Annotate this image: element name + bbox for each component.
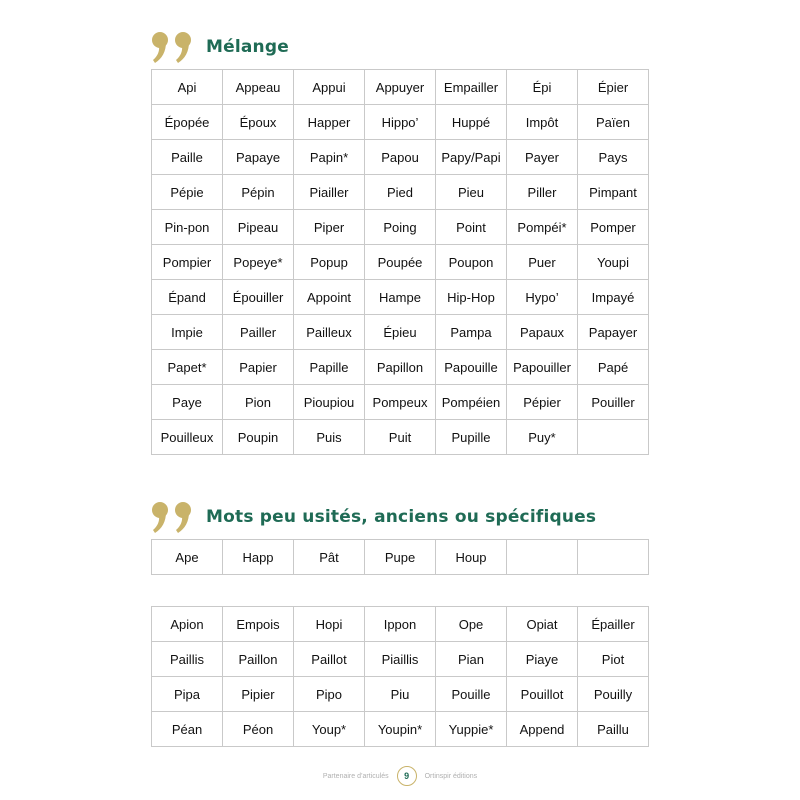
- table-cell: Papaux: [507, 315, 578, 350]
- table-row: [152, 540, 649, 575]
- table-cell: Happer: [294, 105, 365, 140]
- table-cell: Payer: [507, 140, 578, 175]
- table-cell: Youpi: [578, 245, 649, 280]
- section-title: Mélange: [206, 37, 289, 57]
- table-cell: Papou: [365, 140, 436, 175]
- table-cell: Épi: [507, 70, 578, 105]
- table-cell: Impayé: [578, 280, 649, 315]
- table-cell: Pât: [294, 540, 365, 575]
- quote-mark-icon: [150, 30, 198, 64]
- table-cell: Yuppie*: [436, 712, 507, 747]
- table-cell: Piot: [578, 642, 649, 677]
- table-cell: Pouilly: [578, 677, 649, 712]
- table-row: [152, 245, 649, 280]
- table-cell: [578, 420, 649, 455]
- table-cell: Piailler: [294, 175, 365, 210]
- table-cell: Pian: [436, 642, 507, 677]
- table-cell: Pouilleux: [152, 420, 223, 455]
- table-cell: Piper: [294, 210, 365, 245]
- page-footer: [0, 766, 800, 786]
- table-cell: Impôt: [507, 105, 578, 140]
- table-cell: Pupe: [365, 540, 436, 575]
- table-cell: Ape: [152, 540, 223, 575]
- table-row: [152, 712, 649, 747]
- table-cell: Poupon: [436, 245, 507, 280]
- table-cell: Houp: [436, 540, 507, 575]
- table-row: [152, 385, 649, 420]
- word-table-rare-short: [151, 539, 649, 575]
- table-cell: Appui: [294, 70, 365, 105]
- table-cell: Papillon: [365, 350, 436, 385]
- table-row: [152, 175, 649, 210]
- table-cell: Pailler: [223, 315, 294, 350]
- table-cell: Pupille: [436, 420, 507, 455]
- table-cell: Pin-pon: [152, 210, 223, 245]
- table-cell: Paye: [152, 385, 223, 420]
- table-cell: Papier: [223, 350, 294, 385]
- table-cell: Pouille: [436, 677, 507, 712]
- table-cell: Péon: [223, 712, 294, 747]
- table-cell: Papy/Papi: [436, 140, 507, 175]
- table-cell: Pompeux: [365, 385, 436, 420]
- table-cell: Hip-Hop: [436, 280, 507, 315]
- table-cell: Pimpant: [578, 175, 649, 210]
- table-cell: Pépin: [223, 175, 294, 210]
- table-cell: Paillis: [152, 642, 223, 677]
- table-cell: Pipeau: [223, 210, 294, 245]
- table-cell: Pépier: [507, 385, 578, 420]
- table-row: [152, 677, 649, 712]
- table-cell: Poing: [365, 210, 436, 245]
- table-cell: Paillot: [294, 642, 365, 677]
- table-cell: Papé: [578, 350, 649, 385]
- table-cell: Pipier: [223, 677, 294, 712]
- table-cell: Opiat: [507, 607, 578, 642]
- table-cell: Épouiller: [223, 280, 294, 315]
- table-cell: Papouiller: [507, 350, 578, 385]
- table-cell: Papet*: [152, 350, 223, 385]
- table-cell: Piaye: [507, 642, 578, 677]
- word-table-melange: [151, 69, 649, 455]
- table-cell: Puy*: [507, 420, 578, 455]
- table-cell: [507, 540, 578, 575]
- table-cell: Point: [436, 210, 507, 245]
- table-cell: Pieu: [436, 175, 507, 210]
- table-cell: Paille: [152, 140, 223, 175]
- table-cell: Péan: [152, 712, 223, 747]
- table-cell: Paillu: [578, 712, 649, 747]
- section-header-rare-words: [150, 500, 596, 534]
- table-cell: Hippo’: [365, 105, 436, 140]
- table-cell: Appeau: [223, 70, 294, 105]
- table-cell: Pompéien: [436, 385, 507, 420]
- table-cell: Épier: [578, 70, 649, 105]
- table-cell: Api: [152, 70, 223, 105]
- table-row: [152, 642, 649, 677]
- table-cell: Appoint: [294, 280, 365, 315]
- table-cell: Pampa: [436, 315, 507, 350]
- table-cell: Pays: [578, 140, 649, 175]
- table-cell: Youpin*: [365, 712, 436, 747]
- table-cell: Époux: [223, 105, 294, 140]
- page-number: 9: [397, 766, 417, 786]
- table-row: [152, 105, 649, 140]
- table-cell: Appuyer: [365, 70, 436, 105]
- table-cell: Pied: [365, 175, 436, 210]
- table-cell: Popup: [294, 245, 365, 280]
- table-cell: Épailler: [578, 607, 649, 642]
- table-cell: Papille: [294, 350, 365, 385]
- table-cell: Puer: [507, 245, 578, 280]
- table-cell: Épand: [152, 280, 223, 315]
- table-cell: Pipa: [152, 677, 223, 712]
- table-cell: Pompier: [152, 245, 223, 280]
- footer-right-text: Ortinspir éditions: [424, 772, 478, 780]
- section-title: Mots peu usités, anciens ou spécifiques: [206, 507, 597, 527]
- table-cell: Papouille: [436, 350, 507, 385]
- table-cell: Pomper: [578, 210, 649, 245]
- table-cell: Papin*: [294, 140, 365, 175]
- table-cell: Ippon: [365, 607, 436, 642]
- table-cell: Pouillot: [507, 677, 578, 712]
- quote-mark-icon: [150, 500, 198, 534]
- section-header-melange: [150, 30, 289, 64]
- table-cell: Poupin: [223, 420, 294, 455]
- table-cell: Pioupiou: [294, 385, 365, 420]
- table-row: [152, 70, 649, 105]
- table-cell: Apion: [152, 607, 223, 642]
- table-cell: Puis: [294, 420, 365, 455]
- table-cell: Impie: [152, 315, 223, 350]
- table-row: [152, 140, 649, 175]
- table-cell: Youp*: [294, 712, 365, 747]
- table-cell: Pion: [223, 385, 294, 420]
- table-cell: Épieu: [365, 315, 436, 350]
- table-cell: Happ: [223, 540, 294, 575]
- table-cell: Piu: [365, 677, 436, 712]
- table-cell: Papaye: [223, 140, 294, 175]
- table-cell: Pépie: [152, 175, 223, 210]
- table-cell: Poupée: [365, 245, 436, 280]
- table-cell: Puit: [365, 420, 436, 455]
- table-cell: Empois: [223, 607, 294, 642]
- table-cell: Épopée: [152, 105, 223, 140]
- table-cell: Append: [507, 712, 578, 747]
- table-cell: Paillon: [223, 642, 294, 677]
- table-cell: Hopi: [294, 607, 365, 642]
- table-row: [152, 280, 649, 315]
- table-cell: Pompéi*: [507, 210, 578, 245]
- table-row: [152, 420, 649, 455]
- table-cell: Pailleux: [294, 315, 365, 350]
- table-cell: Païen: [578, 105, 649, 140]
- table-cell: Empailler: [436, 70, 507, 105]
- table-cell: Pouiller: [578, 385, 649, 420]
- table-row: [152, 315, 649, 350]
- footer-left-text: Partenaire d’articulés: [322, 772, 389, 780]
- word-table-rare: [151, 606, 649, 747]
- table-cell: Hypo’: [507, 280, 578, 315]
- table-cell: Pipo: [294, 677, 365, 712]
- table-cell: Piller: [507, 175, 578, 210]
- table-cell: Huppé: [436, 105, 507, 140]
- table-cell: Piaillis: [365, 642, 436, 677]
- table-cell: [578, 540, 649, 575]
- table-row: [152, 350, 649, 385]
- table-row: [152, 210, 649, 245]
- table-cell: Papayer: [578, 315, 649, 350]
- table-cell: Popeye*: [223, 245, 294, 280]
- table-row: [152, 607, 649, 642]
- table-cell: Ope: [436, 607, 507, 642]
- table-cell: Hampe: [365, 280, 436, 315]
